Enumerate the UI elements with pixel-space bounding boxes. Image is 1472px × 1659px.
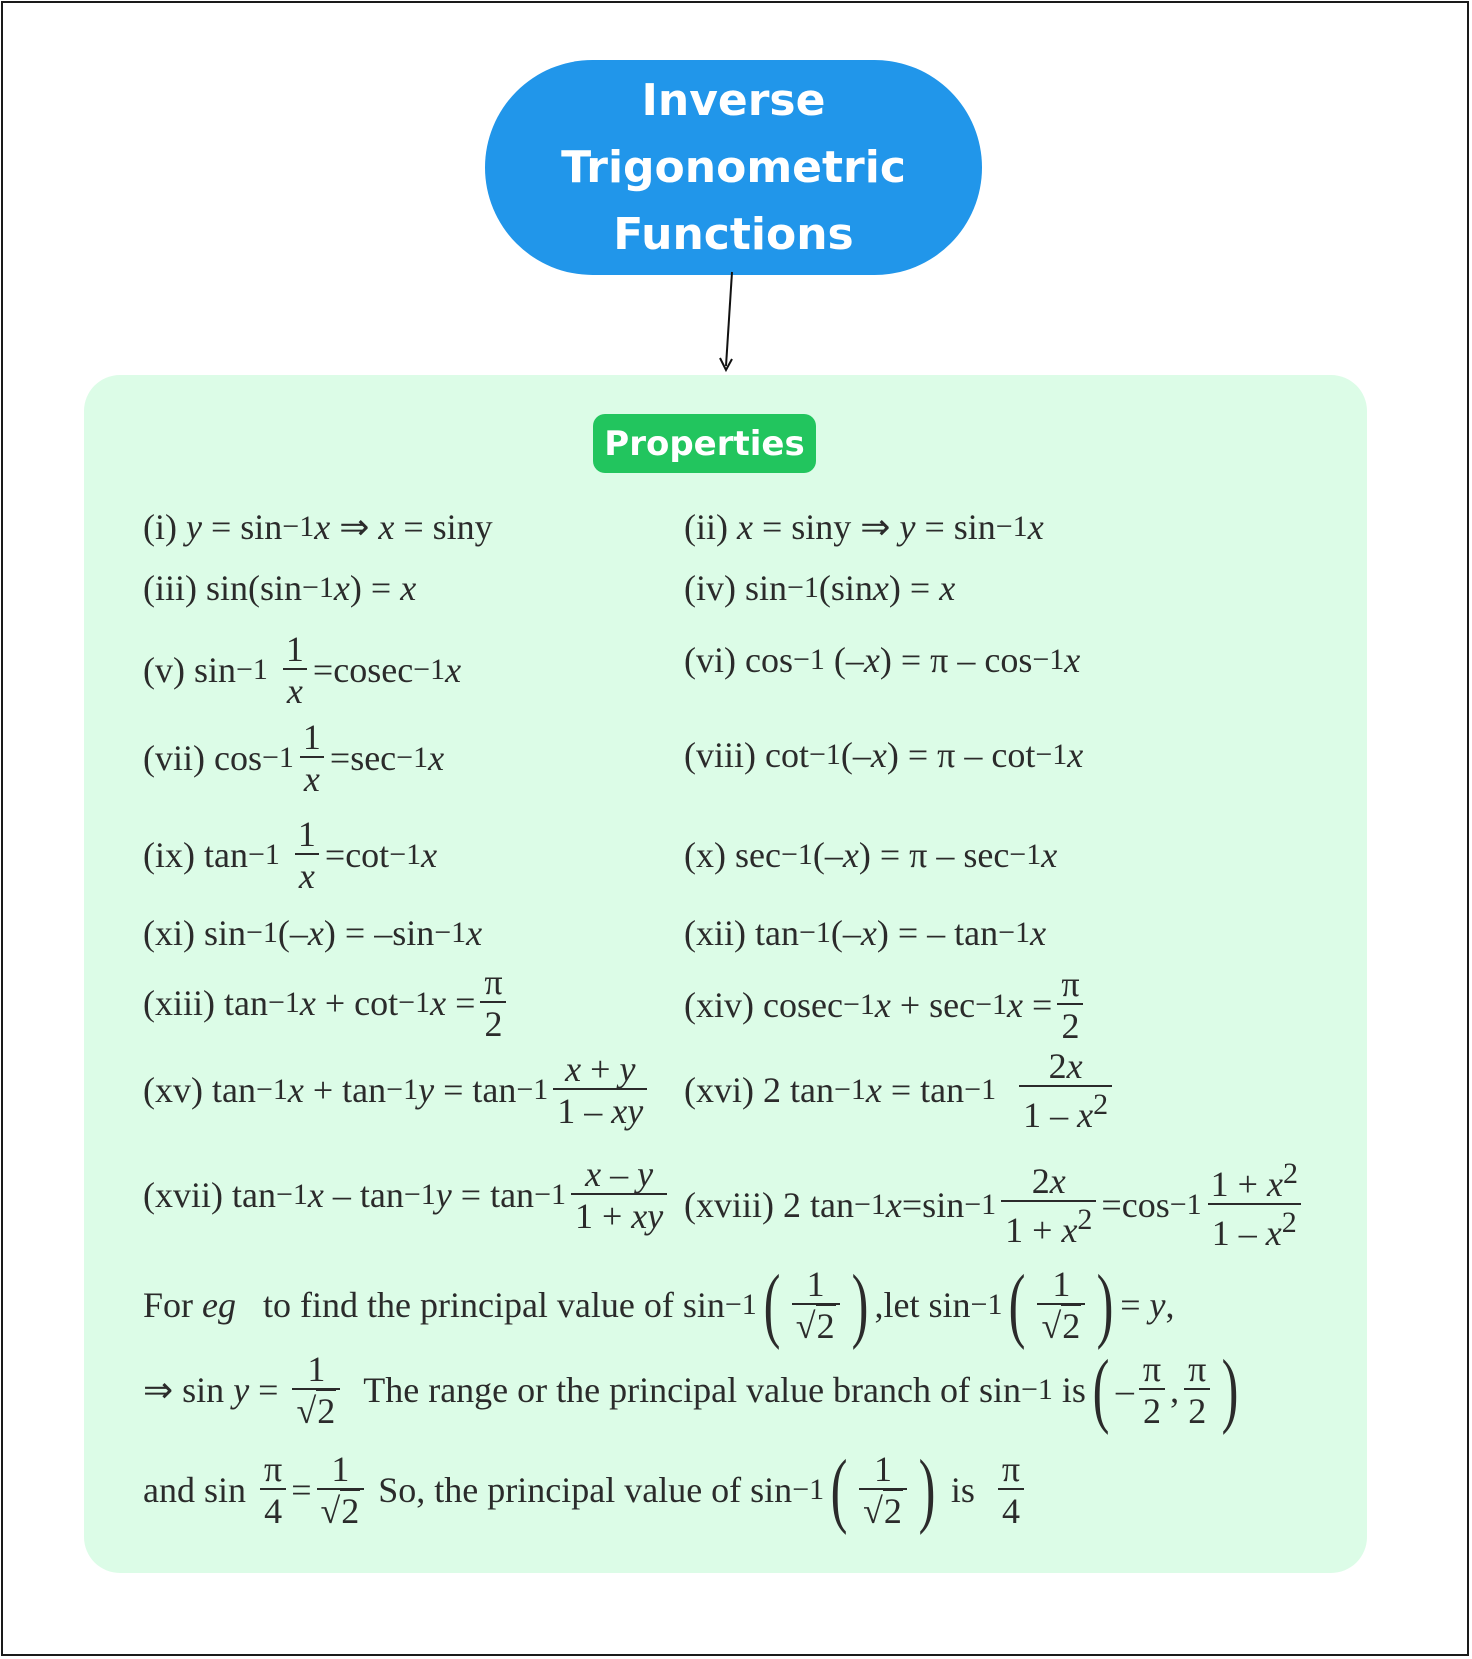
- property-xiv: (xiv) cosec −1 x + sec −1 x = $\frac{\pi}{2}$: [684, 965, 1089, 1045]
- property-xvii: (xvii) tan −1 x – tan −1 y = tan −1 $\frac{x - y}{1 + xy}$: [143, 1155, 672, 1235]
- property-vii: (vii) cos −1 $\frac{1}{x}$ =sec −1 x: [143, 717, 445, 799]
- connector-arrow: [700, 270, 760, 380]
- property-xv: (xv) tan −1 x + tan −1 y = tan −1 $\frac{x + y}{1 - xy}$: [143, 1050, 652, 1130]
- property-xvi: (xvi) 2 tan −1 x = tan −1 $\frac{2x}{1 - x^2}$: [684, 1050, 1117, 1130]
- property-v: (v) sin −1 $\frac{1}{x}$ =cosec −1 x: [143, 629, 462, 711]
- property-vi: (vi) cos −1 (– x ) = π – cos −1 x: [684, 640, 1081, 680]
- property-viii: (viii) cot −1 (– x ) = π – cot −1 x: [684, 735, 1084, 775]
- property-xi: (xi) sin −1 (– x ) = –sin −1 x: [143, 913, 483, 953]
- example-line-1: For eg to find the principal value of sin −1 ( $\frac{1}{√2}$ ) ,let sin −1 ( $\frac{1}{√2}$ ) = y ,: [143, 1258, 1175, 1351]
- property-i: (i) y = sin −1 x ⇒ x = siny: [143, 507, 493, 547]
- property-xii: (xii) tan −1 (– x ) = – tan −1 x: [684, 913, 1047, 953]
- property-xiii: (xiii) tan −1 x + cot −1 x = $\frac{\pi}{2}$: [143, 963, 512, 1043]
- title-line-3: Functions: [613, 209, 854, 260]
- property-ix: (ix) tan −1 $\frac{1}{x}$ =cot −1 x: [143, 814, 438, 896]
- property-ii: (ii) x = siny ⇒ y = sin −1 x: [684, 507, 1044, 547]
- title-line-1: Inverse: [641, 75, 826, 126]
- example-line-2: ⇒ sin y = $\frac{1}{√2}$ The range or the principal value branch of sin −1 is ( – $\frac{\pi}{2}$ , $\frac{\pi}{2}$ ): [143, 1343, 1239, 1436]
- title-node: [485, 60, 982, 275]
- property-x: (x) sec −1 (– x ) = π – sec −1 x: [684, 835, 1058, 875]
- property-iii: (iii) sin(sin −1 x ) = x: [143, 568, 417, 608]
- title-line-2: Trigonometric: [561, 142, 906, 193]
- property-iv: (iv) sin −1 (sin x ) = x: [684, 568, 956, 608]
- property-xviii: (xviii) 2 tan −1 x =sin −1 $\frac{2x}{1 + x^2}$ =cos −1 $\frac{1 + x^2}{1 - x^2}$: [684, 1165, 1307, 1245]
- example-line-3: and sin $\frac{\pi}{4}$ = $\frac{1}{√2}$ So, the principal value of sin −1 ( $\frac{1}{√2}$ ) is $\frac{\pi}{4}$: [143, 1440, 1029, 1540]
- properties-badge: Properties: [593, 414, 816, 473]
